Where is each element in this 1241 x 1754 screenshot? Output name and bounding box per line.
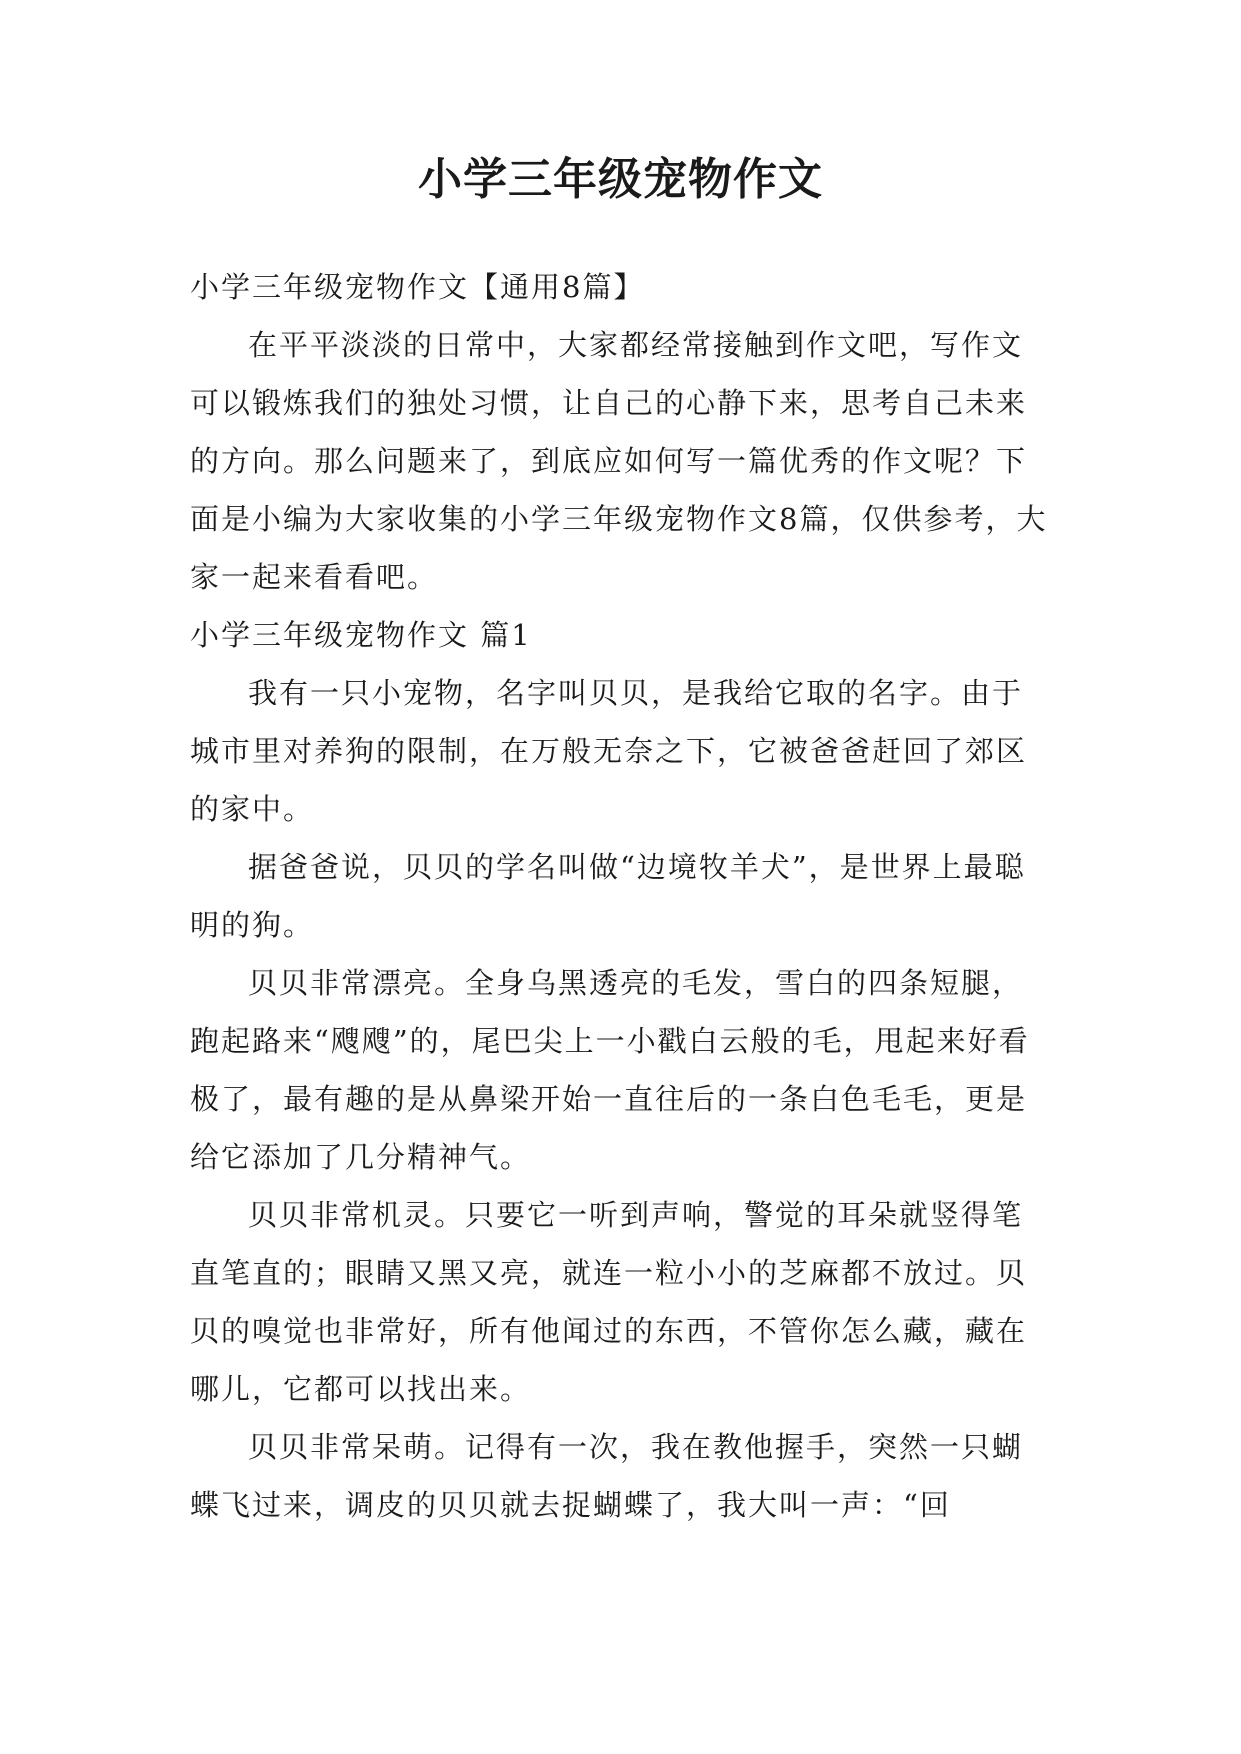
body-paragraph: 贝贝非常呆萌。记得有一次，我在教他握手，突然一只蝴蝶飞过来，调皮的贝贝就去捉蝴蝶了，我大叫一声：“回 [190, 1430, 1024, 1522]
section-heading: 小学三年级宠物作文 篇1 [190, 618, 532, 652]
intro-paragraph: 在平平淡淡的日常中，大家都经常接触到作文吧，写作文可以锻炼我们的独处习惯，让自己的心静下来，思考自己未来的方向。那么问题来了，到底应如何写一篇优秀的作文呢？下面是小编为大家收集的小学三年级宠物作文8篇，仅供参考，大家一起来看看吧。 [190, 328, 1048, 594]
body-paragraph: 贝贝非常漂亮。全身乌黑透亮的毛发，雪白的四条短腿，跑起路来“飕飕”的，尾巴尖上一小戳白云般的毛，甩起来好看极了，最有趣的是从鼻梁开始一直往后的一条白色毛毛，更是给它添加了几分精神气。 [190, 966, 1030, 1174]
subtitle-heading: 小学三年级宠物作文【通用8篇】 [190, 270, 645, 304]
document-body [190, 258, 1050, 1534]
body-paragraph: 我有一只小宠物，名字叫贝贝，是我给它取的名字。由于城市里对养狗的限制，在万般无奈之下，它被爸爸赶回了郊区的家中。 [190, 676, 1028, 826]
document-title: 小学三年级宠物作文 [418, 154, 823, 205]
body-paragraph: 贝贝非常机灵。只要它一听到声响，警觉的耳朵就竖得笔直笔直的；眼睛又黑又亮，就连一粒小小的芝麻都不放过。贝贝的嗅觉也非常好，所有他闻过的东西，不管你怎么藏，藏在哪儿，它都可以找出来。 [190, 1198, 1028, 1406]
body-paragraph: 据爸爸说，贝贝的学名叫做“边境牧羊犬”，是世界上最聪明的狗。 [190, 850, 1026, 942]
